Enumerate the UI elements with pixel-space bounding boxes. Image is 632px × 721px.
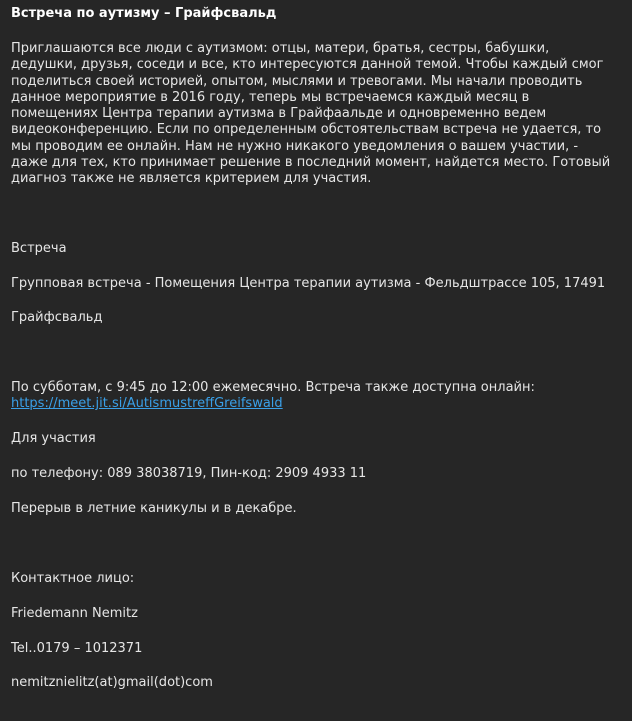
contact-email: nemitznielitz(at)gmail(dot)com [11, 675, 213, 690]
event-location: Групповая встреча - Помещения Центра терапии аутизма - Фельдштрассе 105, 17491 [11, 276, 606, 291]
break-note: Перерыв в летние каникулы и в декабре. [11, 501, 297, 516]
participation-phone: по телефону: 089 38038719, Пин-код: 2909 4933 11 [11, 466, 367, 481]
event-title: Встреча по аутизму – Грайфсвальд [11, 6, 277, 21]
event-type-label: Встреча [11, 241, 67, 256]
participation-label: Для участия [11, 431, 96, 446]
contact-phone: Tel..0179 – 1012371 [11, 641, 143, 656]
event-city: Грайфсвальд [11, 310, 103, 325]
contact-name: Friedemann Nemitz [11, 606, 138, 621]
contact-label: Контактное лицо: [11, 571, 135, 586]
event-schedule: По субботам, с 9:45 до 12:00 ежемесячно. Встреча также доступна онлайн: [11, 380, 535, 395]
online-meeting-link[interactable]: https://meet.jit.si/AutismustreffGreifswald [11, 396, 283, 411]
event-intro: Приглашаются все люди с аутизмом: отцы, матери, братья, сестры, бабушки, дедушки, друзья, соседи и все, кто интересуются данной темой. Чтобы каждый смог поделиться своей историей, опытом, мыслями и тревогами. Мы начали проводить данное мероприятие в 2016 году, теперь мы встречаемся каждый месяц в помещениях Центра терапии аутизма в Грайфаальде и одновременно ведем видеоконференцию. Если по определенным обстоятельствам встреча не удается, то мы проводим ее онлайн. Нам не нужно никакого уведомления о вашем участии, - даже для тех, кто принимает решение в последний момент, найдется место. Готовый диагноз также не является критерием для участия. [11, 41, 611, 187]
